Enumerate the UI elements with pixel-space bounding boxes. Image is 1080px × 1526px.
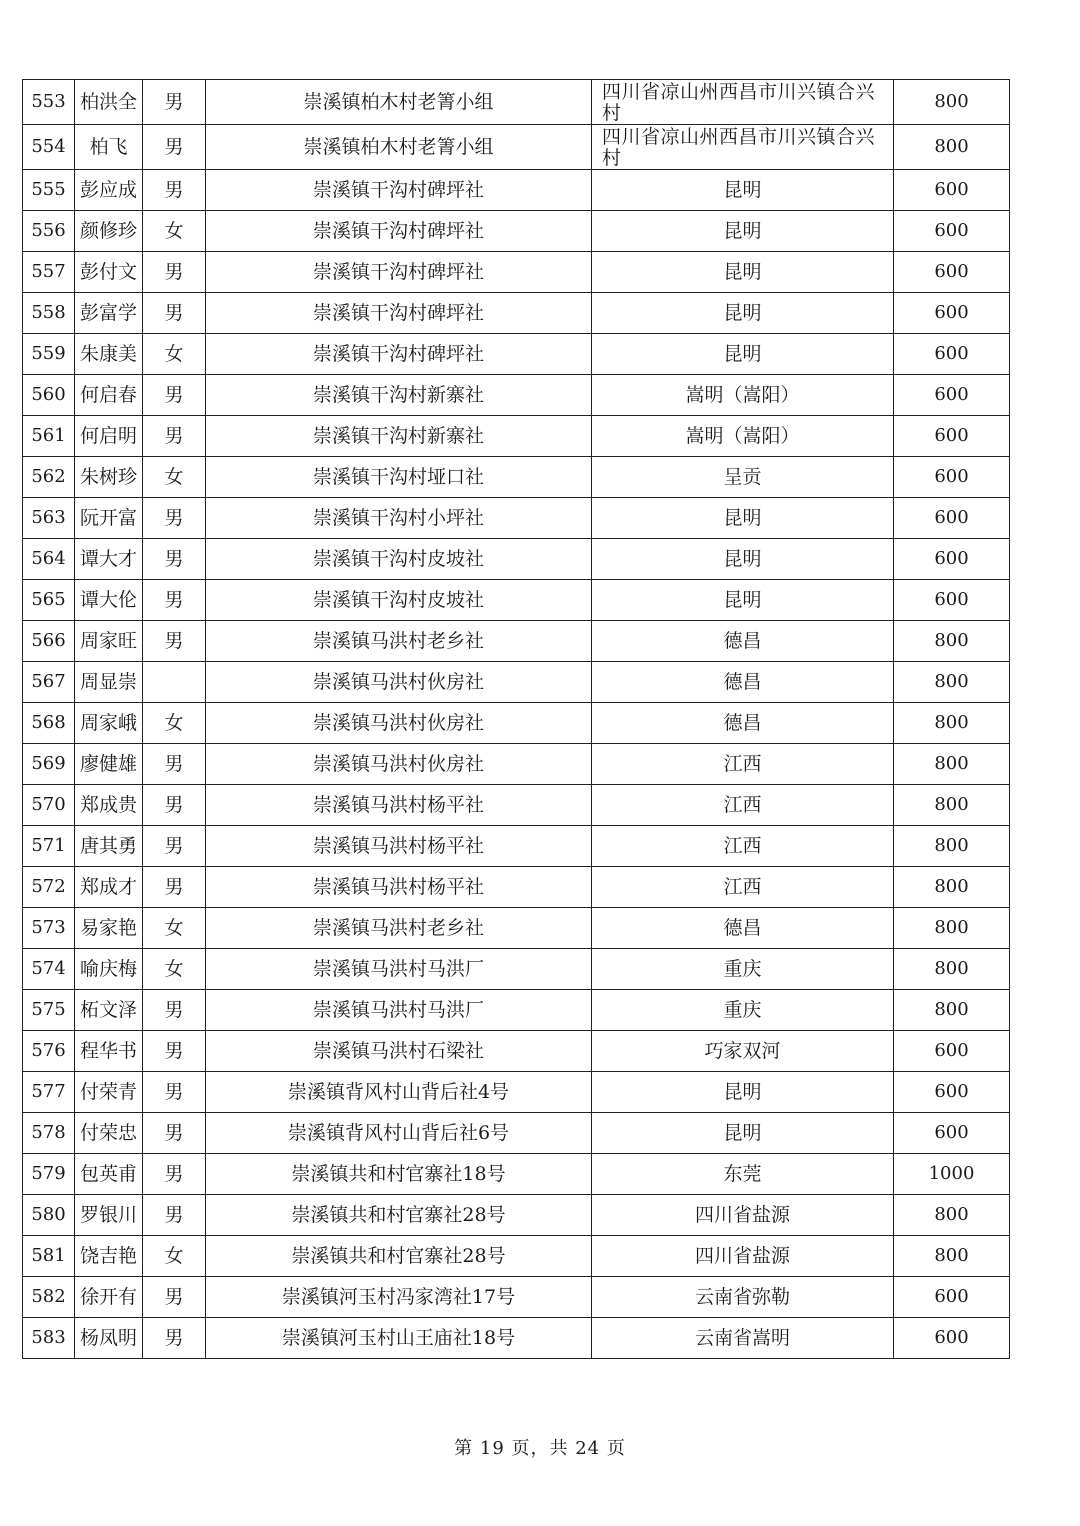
gender-cell: 女 — [143, 1236, 206, 1277]
amount-cell: 800 — [894, 703, 1010, 744]
destination-cell: 昆明 — [592, 539, 894, 580]
name-cell: 谭大伦 — [75, 580, 143, 621]
destination-cell: 昆明 — [592, 498, 894, 539]
gender-cell: 男 — [143, 125, 206, 170]
address-cell: 崇溪镇柏木村老箐小组 — [206, 125, 592, 170]
row-number-cell: 566 — [23, 621, 75, 662]
destination-cell: 昆明 — [592, 1072, 894, 1113]
name-cell: 何启明 — [75, 416, 143, 457]
name-cell: 何启春 — [75, 375, 143, 416]
destination-cell: 江西 — [592, 744, 894, 785]
page-footer: 第 19 页，共 24 页 — [454, 1438, 626, 1459]
amount-cell: 800 — [894, 621, 1010, 662]
address-cell: 崇溪镇马洪村伙房社 — [206, 703, 592, 744]
table-row — [23, 1236, 1010, 1277]
address-cell: 崇溪镇共和村官寨社28号 — [206, 1195, 592, 1236]
destination-cell: 四川省凉山州西昌市川兴镇合兴村 — [592, 125, 894, 170]
row-number-cell: 563 — [23, 498, 75, 539]
gender-cell: 女 — [143, 211, 206, 252]
destination-cell: 德昌 — [592, 908, 894, 949]
name-cell: 周显崇 — [75, 662, 143, 703]
address-cell: 崇溪镇马洪村杨平社 — [206, 826, 592, 867]
name-cell: 阮开富 — [75, 498, 143, 539]
name-cell: 杨凤明 — [75, 1318, 143, 1359]
address-cell: 崇溪镇马洪村老乡社 — [206, 621, 592, 662]
table-row — [23, 125, 1010, 170]
address-cell: 崇溪镇干沟村小坪社 — [206, 498, 592, 539]
amount-cell: 600 — [894, 375, 1010, 416]
gender-cell: 男 — [143, 1195, 206, 1236]
table-row — [23, 785, 1010, 826]
destination-cell: 昆明 — [592, 1113, 894, 1154]
table-row — [23, 416, 1010, 457]
destination-cell: 巧家双河 — [592, 1031, 894, 1072]
row-number-cell: 570 — [23, 785, 75, 826]
table-row — [23, 1195, 1010, 1236]
row-number-cell: 555 — [23, 170, 75, 211]
gender-cell: 女 — [143, 908, 206, 949]
gender-cell: 男 — [143, 416, 206, 457]
table-row — [23, 1031, 1010, 1072]
gender-cell: 男 — [143, 1031, 206, 1072]
row-number-cell: 580 — [23, 1195, 75, 1236]
address-cell: 崇溪镇共和村官寨社28号 — [206, 1236, 592, 1277]
name-cell: 郑成才 — [75, 867, 143, 908]
row-number-cell: 573 — [23, 908, 75, 949]
destination-cell: 德昌 — [592, 621, 894, 662]
table-row — [23, 1113, 1010, 1154]
amount-cell: 600 — [894, 252, 1010, 293]
table-row — [23, 949, 1010, 990]
table-row — [23, 457, 1010, 498]
address-cell: 崇溪镇马洪村石梁社 — [206, 1031, 592, 1072]
gender-cell: 男 — [143, 867, 206, 908]
row-number-cell: 554 — [23, 125, 75, 170]
gender-cell: 女 — [143, 457, 206, 498]
amount-cell: 600 — [894, 1277, 1010, 1318]
row-number-cell: 574 — [23, 949, 75, 990]
row-number-cell: 577 — [23, 1072, 75, 1113]
row-number-cell: 581 — [23, 1236, 75, 1277]
table-row — [23, 867, 1010, 908]
amount-cell: 800 — [894, 785, 1010, 826]
gender-cell: 男 — [143, 826, 206, 867]
address-cell: 崇溪镇柏木村老箐小组 — [206, 80, 592, 125]
amount-cell: 800 — [894, 1236, 1010, 1277]
gender-cell: 男 — [143, 80, 206, 125]
row-number-cell: 583 — [23, 1318, 75, 1359]
address-cell: 崇溪镇干沟村新寨社 — [206, 375, 592, 416]
amount-cell: 600 — [894, 1072, 1010, 1113]
row-number-cell: 565 — [23, 580, 75, 621]
destination-cell: 重庆 — [592, 990, 894, 1031]
address-cell: 崇溪镇马洪村杨平社 — [206, 867, 592, 908]
gender-cell: 男 — [143, 580, 206, 621]
amount-cell: 600 — [894, 211, 1010, 252]
row-number-cell: 576 — [23, 1031, 75, 1072]
row-number-cell: 582 — [23, 1277, 75, 1318]
name-cell: 柏洪全 — [75, 80, 143, 125]
row-number-cell: 571 — [23, 826, 75, 867]
destination-cell: 嵩明（嵩阳） — [592, 375, 894, 416]
address-cell: 崇溪镇共和村官寨社18号 — [206, 1154, 592, 1195]
gender-cell: 男 — [143, 375, 206, 416]
address-cell: 崇溪镇干沟村碑坪社 — [206, 293, 592, 334]
name-cell: 谭大才 — [75, 539, 143, 580]
amount-cell: 800 — [894, 908, 1010, 949]
address-cell: 崇溪镇马洪村伙房社 — [206, 662, 592, 703]
gender-cell: 男 — [143, 990, 206, 1031]
gender-cell: 男 — [143, 170, 206, 211]
amount-cell: 800 — [894, 826, 1010, 867]
name-cell: 付荣青 — [75, 1072, 143, 1113]
amount-cell: 600 — [894, 580, 1010, 621]
table-row — [23, 826, 1010, 867]
amount-cell: 600 — [894, 293, 1010, 334]
row-number-cell: 553 — [23, 80, 75, 125]
gender-cell: 男 — [143, 539, 206, 580]
destination-cell: 江西 — [592, 867, 894, 908]
amount-cell: 1000 — [894, 1154, 1010, 1195]
row-number-cell: 564 — [23, 539, 75, 580]
address-cell: 崇溪镇背风村山背后社4号 — [206, 1072, 592, 1113]
name-cell: 饶吉艳 — [75, 1236, 143, 1277]
amount-cell: 800 — [894, 662, 1010, 703]
destination-cell: 江西 — [592, 785, 894, 826]
table-row — [23, 334, 1010, 375]
address-cell: 崇溪镇马洪村老乡社 — [206, 908, 592, 949]
name-cell: 朱树珍 — [75, 457, 143, 498]
amount-cell: 600 — [894, 416, 1010, 457]
gender-cell: 男 — [143, 1277, 206, 1318]
address-cell: 崇溪镇干沟村碑坪社 — [206, 211, 592, 252]
name-cell: 易家艳 — [75, 908, 143, 949]
row-number-cell: 560 — [23, 375, 75, 416]
table-body — [23, 80, 1010, 1359]
row-number-cell: 559 — [23, 334, 75, 375]
table-row — [23, 375, 1010, 416]
row-number-cell: 568 — [23, 703, 75, 744]
destination-cell: 东莞 — [592, 1154, 894, 1195]
table-row — [23, 580, 1010, 621]
gender-cell: 男 — [143, 1318, 206, 1359]
gender-cell: 男 — [143, 621, 206, 662]
address-cell: 崇溪镇河玉村冯家湾社17号 — [206, 1277, 592, 1318]
name-cell: 付荣忠 — [75, 1113, 143, 1154]
gender-cell: 女 — [143, 949, 206, 990]
table-row — [23, 498, 1010, 539]
table-row — [23, 1072, 1010, 1113]
amount-cell: 600 — [894, 170, 1010, 211]
destination-cell: 昆明 — [592, 170, 894, 211]
name-cell: 彭富学 — [75, 293, 143, 334]
row-number-cell: 572 — [23, 867, 75, 908]
name-cell: 柏飞 — [75, 125, 143, 170]
gender-cell: 男 — [143, 785, 206, 826]
destination-cell: 呈贡 — [592, 457, 894, 498]
name-cell: 徐开有 — [75, 1277, 143, 1318]
name-cell: 廖健雄 — [75, 744, 143, 785]
destination-cell: 昆明 — [592, 580, 894, 621]
amount-cell: 600 — [894, 334, 1010, 375]
row-number-cell: 567 — [23, 662, 75, 703]
destination-cell: 昆明 — [592, 252, 894, 293]
address-cell: 崇溪镇干沟村垭口社 — [206, 457, 592, 498]
table-row — [23, 990, 1010, 1031]
table-row — [23, 539, 1010, 580]
table-row — [23, 703, 1010, 744]
name-cell: 程华书 — [75, 1031, 143, 1072]
destination-cell: 江西 — [592, 826, 894, 867]
destination-cell: 云南省嵩明 — [592, 1318, 894, 1359]
gender-cell: 男 — [143, 1072, 206, 1113]
address-cell: 崇溪镇干沟村碑坪社 — [206, 334, 592, 375]
amount-cell: 600 — [894, 1318, 1010, 1359]
record-table — [22, 79, 1010, 1359]
table-row — [23, 1277, 1010, 1318]
address-cell: 崇溪镇干沟村新寨社 — [206, 416, 592, 457]
name-cell: 包英甫 — [75, 1154, 143, 1195]
name-cell: 彭应成 — [75, 170, 143, 211]
name-cell: 罗银川 — [75, 1195, 143, 1236]
destination-cell: 嵩明（嵩阳） — [592, 416, 894, 457]
name-cell: 柘文泽 — [75, 990, 143, 1031]
row-number-cell: 561 — [23, 416, 75, 457]
address-cell: 崇溪镇干沟村皮坡社 — [206, 539, 592, 580]
row-number-cell: 562 — [23, 457, 75, 498]
destination-cell: 德昌 — [592, 703, 894, 744]
address-cell: 崇溪镇干沟村皮坡社 — [206, 580, 592, 621]
address-cell: 崇溪镇马洪村伙房社 — [206, 744, 592, 785]
destination-cell: 四川省凉山州西昌市川兴镇合兴村 — [592, 80, 894, 125]
table-row — [23, 662, 1010, 703]
gender-cell: 女 — [143, 703, 206, 744]
name-cell: 朱康美 — [75, 334, 143, 375]
name-cell: 唐其勇 — [75, 826, 143, 867]
gender-cell: 男 — [143, 252, 206, 293]
table-row — [23, 908, 1010, 949]
amount-cell: 600 — [894, 1113, 1010, 1154]
row-number-cell: 579 — [23, 1154, 75, 1195]
destination-cell: 云南省弥勒 — [592, 1277, 894, 1318]
address-cell: 崇溪镇背风村山背后社6号 — [206, 1113, 592, 1154]
amount-cell: 800 — [894, 80, 1010, 125]
address-cell: 崇溪镇马洪村马洪厂 — [206, 949, 592, 990]
gender-cell: 男 — [143, 293, 206, 334]
table-row — [23, 293, 1010, 334]
address-cell: 崇溪镇干沟村碑坪社 — [206, 252, 592, 293]
destination-cell: 昆明 — [592, 211, 894, 252]
amount-cell: 800 — [894, 1195, 1010, 1236]
amount-cell: 800 — [894, 867, 1010, 908]
gender-cell: 男 — [143, 1154, 206, 1195]
gender-cell: 男 — [143, 744, 206, 785]
row-number-cell: 578 — [23, 1113, 75, 1154]
amount-cell: 800 — [894, 949, 1010, 990]
amount-cell: 600 — [894, 1031, 1010, 1072]
address-cell: 崇溪镇马洪村杨平社 — [206, 785, 592, 826]
row-number-cell: 575 — [23, 990, 75, 1031]
row-number-cell: 556 — [23, 211, 75, 252]
table-row — [23, 252, 1010, 293]
destination-cell: 昆明 — [592, 293, 894, 334]
destination-cell: 重庆 — [592, 949, 894, 990]
address-cell: 崇溪镇河玉村山王庙社18号 — [206, 1318, 592, 1359]
amount-cell: 600 — [894, 498, 1010, 539]
amount-cell: 600 — [894, 457, 1010, 498]
gender-cell: 男 — [143, 498, 206, 539]
table-row — [23, 621, 1010, 662]
name-cell: 颜修珍 — [75, 211, 143, 252]
name-cell: 郑成贵 — [75, 785, 143, 826]
gender-cell: 女 — [143, 334, 206, 375]
destination-cell: 昆明 — [592, 334, 894, 375]
row-number-cell: 569 — [23, 744, 75, 785]
name-cell: 彭付文 — [75, 252, 143, 293]
amount-cell: 800 — [894, 990, 1010, 1031]
gender-cell — [143, 662, 206, 703]
row-number-cell: 558 — [23, 293, 75, 334]
gender-cell: 男 — [143, 1113, 206, 1154]
address-cell: 崇溪镇干沟村碑坪社 — [206, 170, 592, 211]
table-row — [23, 170, 1010, 211]
table-row — [23, 211, 1010, 252]
table-row — [23, 744, 1010, 785]
name-cell: 喻庆梅 — [75, 949, 143, 990]
name-cell: 周家峨 — [75, 703, 143, 744]
amount-cell: 800 — [894, 744, 1010, 785]
amount-cell: 600 — [894, 539, 1010, 580]
address-cell: 崇溪镇马洪村马洪厂 — [206, 990, 592, 1031]
destination-cell: 德昌 — [592, 662, 894, 703]
row-number-cell: 557 — [23, 252, 75, 293]
table-row — [23, 80, 1010, 125]
name-cell: 周家旺 — [75, 621, 143, 662]
destination-cell: 四川省盐源 — [592, 1195, 894, 1236]
table-row — [23, 1154, 1010, 1195]
amount-cell: 800 — [894, 125, 1010, 170]
destination-cell: 四川省盐源 — [592, 1236, 894, 1277]
table-row — [23, 1318, 1010, 1359]
